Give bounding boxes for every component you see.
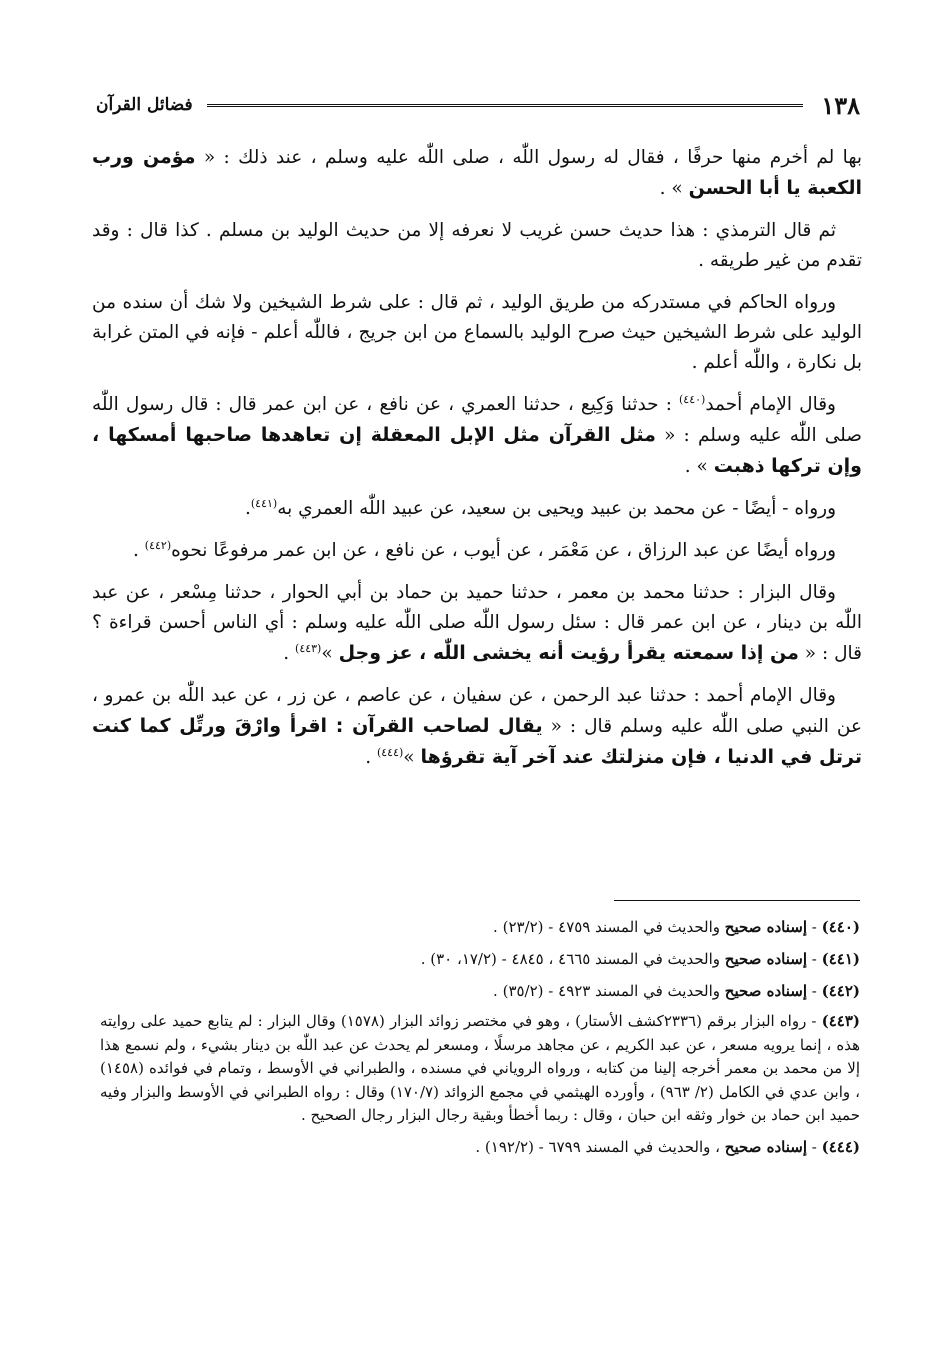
- running-title: فضائل القرآن: [96, 95, 193, 115]
- header-rule: [207, 104, 804, 107]
- footnote-ref[interactable]: (٤٤٢): [144, 538, 172, 552]
- footnote-441: [100, 946, 860, 972]
- paragraph-3: [92, 288, 862, 378]
- paragraph-4: [92, 390, 862, 482]
- footnote-text: ، والحديث في المسند ٦٧٩٩ - (١٩٢/٢) .: [475, 1137, 725, 1156]
- footnote-dash: -: [807, 1137, 822, 1156]
- paragraph-text: وقال الإمام أحمد: [705, 394, 836, 415]
- footnote-text: والحديث في المسند ٤٧٥٩ - (٢٣/٢) .: [493, 918, 725, 936]
- paragraph-text: » .: [684, 456, 708, 477]
- footnote-grade: إسناده صحيح: [724, 918, 807, 936]
- footnote-text: رواه البزار برقم (٢٣٣٦كشف الأستار) ، وهو في مختصر زوائد البزار (١٥٧٨) وقال البزار : لم يتابع حميد على روايته هذه ، إنما يرويه مسعر ، عن عبد الكريم ، عن مجاهد مرسلًا ، ومسعر لم يحدث عن عبد اللّٰه بن دينار بشيء ، ولم نسمع هذا إلا من محمد بن معمر أخرجه إلينا من كتابه ، ورواه الروياني في مسنده ، والطبراني في الأوسط ، وتمام في فوائده (١٤٥٨) ، وابن عدي في الكامل (٢/ ٩٦٣) ، وأورده الهيثمي في مجمع الزوائد (١٧٠/٧) وقال : رواه الطبراني في الأوسط والبزار وفيه حميد ابن حماد بن خوار وثقه ابن حبان ، وقال : ربما أخطأ وبقية رجال البزار رجال الصحيح .: [100, 1012, 860, 1124]
- footnote-dash: -: [806, 1012, 822, 1030]
- paragraph-7: [92, 578, 862, 669]
- paragraph-text: .: [133, 540, 145, 561]
- paragraph-text: ثم قال الترمذي : هذا حديث حسن غريب لا نعرفه إلا من حديث الوليد بن مسلم . كذا قال : وقد تقدم من غير طريقه .: [92, 220, 862, 271]
- hadith-quote: مؤمن ورب الكعبة يا أبا الحسن: [92, 146, 862, 199]
- footnote-ref[interactable]: (٤٤٣): [295, 641, 322, 655]
- paragraph-text: ورواه الحاكم في مستدركه من طريق الوليد ، ثم قال : على شرط الشيخين ولا شك أن سنده من الوليد على شرط الشيخين حيث صرح الوليد بالسماع من ابن جريج ، فاللّٰه أعلم - فإنه في المتن غرابة بل نكارة ، واللّٰه أعلم .: [92, 292, 862, 373]
- paragraph-text: »: [403, 747, 415, 768]
- footnote-number: (٤٤٣): [821, 1012, 860, 1030]
- paragraph-text: .: [244, 498, 251, 519]
- footnote-grade: إسناده صحيح: [724, 982, 807, 1000]
- footnote-443: [100, 1010, 860, 1128]
- paragraph-text: ورواه أيضًا عن عبد الرزاق ، عن مَعْمَر ، عن أيوب ، عن نافع ، عن ابن عمر مرفوعًا نحوه: [171, 540, 836, 561]
- paragraph-text: » .: [659, 178, 683, 199]
- paragraph-5: [92, 494, 862, 524]
- paragraph-8: [92, 681, 862, 773]
- footnote-ref[interactable]: (٤٤٠): [679, 392, 706, 406]
- paragraph-text: وقال البزار : حدثنا محمد بن معمر ، حدثنا حميد بن حماد بن أبي الحوار ، حدثنا مِسْعر ، عن عبد اللّٰه بن دينار ، عن ابن عمر قال : سئل رسول اللّٰه صلى اللّٰه عليه وسلم : أي الناس أحسن قراءة ؟ قال : «: [92, 582, 862, 664]
- paragraph-text: »: [321, 643, 333, 664]
- hadith-quote: من إذا سمعته يقرأ رؤيت أنه يخشى اللّٰه ، عز وجل: [338, 642, 799, 664]
- footnote-dash: -: [807, 918, 822, 936]
- footnote-text: والحديث في المسند ٤٦٦٥ ، ٤٨٤٥ - (١٧/٢، ٣٠) .: [420, 950, 725, 968]
- footnote-dash: -: [807, 982, 822, 1000]
- footnote-ref[interactable]: (٤٤٤): [376, 745, 404, 759]
- footnote-number: (٤٤٠): [821, 918, 860, 936]
- footnote-separator: [614, 900, 860, 901]
- footnote-number: (٤٤٢): [821, 982, 860, 1000]
- footnote-text: والحديث في المسند ٤٩٢٣ - (٣٥/٢) .: [493, 982, 725, 1000]
- paragraph-1: [92, 142, 862, 204]
- paragraph-2: [92, 216, 862, 276]
- hadith-quote: يقال لصاحب القرآن : اقرأ وارْقَ ورتِّل كما كنت ترتل في الدنيا ، فإن منزلتك عند آخر آية تقرؤها: [92, 715, 862, 768]
- paragraph-text: بها لم أخرم منها حرفًا ، فقال له رسول اللّٰه ، صلى اللّٰه عليه وسلم ، عند ذلك : «: [203, 147, 862, 168]
- page-header: [96, 88, 860, 122]
- paragraph-6: [92, 536, 862, 566]
- footnote-number: (٤٤٤): [821, 1137, 860, 1156]
- footnote-ref[interactable]: (٤٤١): [250, 496, 278, 510]
- page-number: ١٣٨: [821, 90, 860, 120]
- footnote-442: [100, 978, 860, 1004]
- footnote-444: [100, 1134, 860, 1160]
- paragraph-text: وقال الإمام أحمد : حدثنا عبد الرحمن ، عن سفيان ، عن عاصم ، عن زر ، عن عبد اللّٰه بن عمرو ، عن النبي صلى اللّٰه عليه وسلم قال : «: [92, 685, 863, 737]
- paragraph-text: : حدثنا وَكِيع ، حدثنا العمري ، عن نافع ، عن ابن عمر قال : قال رسول اللّٰه صلى اللّٰه عليه وسلم : «: [92, 394, 862, 446]
- paragraph-text: ورواه - أيضًا - عن محمد بن عبيد ويحيى بن سعيد، عن عبيد اللّٰه العمري به: [277, 498, 836, 519]
- footnotes: [100, 914, 860, 1166]
- footnote-number: (٤٤١): [821, 950, 860, 968]
- hadith-quote: مثل القرآن مثل الإبل المعقلة إن تعاهدها صاحبها أمسكها ، وإن تركها ذهبت: [92, 424, 862, 477]
- footnote-grade: إسناده صحيح: [724, 950, 807, 968]
- footnote-dash: -: [807, 950, 822, 968]
- footnote-440: [100, 914, 860, 940]
- paragraph-text: .: [365, 747, 377, 768]
- paragraph-text: .: [283, 643, 296, 664]
- main-text: [92, 142, 862, 785]
- footnote-grade: إسناده صحيح: [724, 1137, 807, 1156]
